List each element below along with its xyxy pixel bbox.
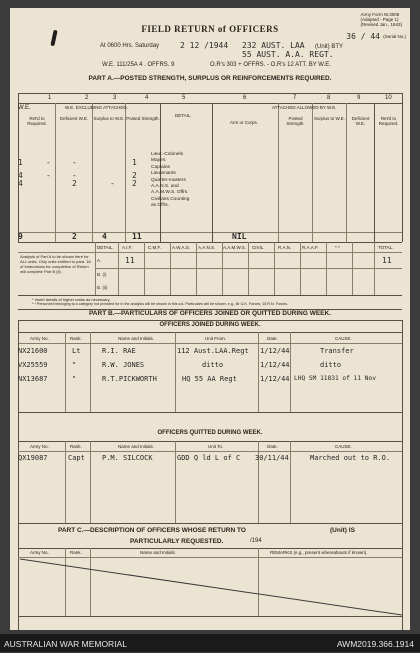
quitted-1-cause: Marched out to R.O. xyxy=(310,454,391,462)
row-capt-c4: 2 xyxy=(132,171,137,180)
joined-2-unit: ditto xyxy=(202,361,224,369)
quitted-head-cause: CAUSE. xyxy=(335,444,352,449)
joined-1-armyno: NX21600 xyxy=(18,347,48,355)
form-title: FIELD RETURN of OFFICERS xyxy=(141,24,279,34)
part-c-year: /194 xyxy=(250,538,262,544)
head-deficient-left: Deficient W.E. xyxy=(59,116,89,121)
row-lt-c2: 2 xyxy=(72,179,77,188)
an-total-value: 11 xyxy=(382,256,392,265)
at-hours-line: At 0600 Hrs. Saturday xyxy=(100,43,160,49)
unit-name-1: 232 AUST. LAA xyxy=(242,41,305,50)
col-num-3: 3 xyxy=(113,95,117,101)
form-reference: Army Form W.3008 (Adapted - Page 1) (Revised Jan., 1943) xyxy=(360,12,402,27)
total-c1: 9 xyxy=(18,232,23,241)
row-capt-c1: 4 xyxy=(18,171,23,180)
head-retd-right: Ret'd to Required. xyxy=(378,116,399,126)
col-num-10: 10 xyxy=(385,95,392,101)
joined-1-name: R.I. RAE xyxy=(102,347,136,355)
quitted-1-date: 30/11/44 xyxy=(255,454,289,462)
total-attached-nil: NIL xyxy=(232,232,247,241)
part-a-title: PART A.—POSTED STRENGTH, SURPLUS OR REINFORCEMENTS REQUIRED. xyxy=(88,75,332,82)
an-head-raaf: R.A.A.F. xyxy=(302,245,319,250)
joined-title: OFFICERS JOINED DURING WEEK. xyxy=(159,322,261,328)
partc-head-remarks: REMARKS (e.g., present whereabouts if known). xyxy=(270,550,368,555)
joined-2-armyno: VX25559 xyxy=(18,361,48,369)
analysis-note: Analysis of Part A to be shown here for ALL units. Only units entitled to para. 16 of Instructions for completion of Return will complete Part B (ii). xyxy=(20,254,91,274)
quitted-head-name: Name and Initials. xyxy=(118,444,155,449)
joined-2-date: 1/12/44 xyxy=(260,361,290,369)
return-date: 2 12 /1944 xyxy=(180,41,229,50)
an-row-a: A. xyxy=(97,258,102,263)
an-head-detail: DETAIL. xyxy=(97,245,114,250)
field-return-form xyxy=(10,8,410,630)
joined-1-rank: Lt xyxy=(72,347,81,355)
joined-head-unit: Unit From. xyxy=(205,336,227,341)
an-row-bii: B. (ii) xyxy=(97,285,108,290)
unit-suffix: (Unit) BTY xyxy=(315,44,344,50)
quitted-title: OFFICERS QUITTED DURING WEEK. xyxy=(157,430,263,436)
row-capt-c3: - xyxy=(72,171,77,180)
joined-head-cause: CAUSE. xyxy=(335,336,352,341)
col-num-7: 7 xyxy=(293,95,297,101)
quitted-1-armyno: QX19087 xyxy=(18,454,48,462)
total-c3: 4 xyxy=(102,232,107,241)
left-group-label: W.E. EXCLUDING ATTACHED. xyxy=(65,105,128,110)
joined-3-rank: " xyxy=(72,375,77,383)
total-c4: 11 xyxy=(132,232,142,241)
unit-name-2: 55 AUST. A.A. REGT. xyxy=(242,50,334,59)
row-lt-c3: - xyxy=(110,179,115,188)
col-num-4: 4 xyxy=(145,95,149,101)
row-lt-c1: 4 xyxy=(18,179,23,188)
partc-head-name: Name and Initials. xyxy=(140,550,177,555)
col-num-6: 6 xyxy=(243,95,247,101)
row-ltcol-c4: 1 xyxy=(132,158,137,167)
quitted-head-unit: Unit To. xyxy=(208,444,224,449)
col-num-1: 1 xyxy=(48,95,52,101)
part-c-title: PART C.—DESCRIPTION OF OFFICERS WHOSE RETURN TO xyxy=(58,527,246,534)
head-retd-left: Ret'd to Required. xyxy=(27,116,47,126)
joined-3-date: 1/12/44 xyxy=(260,375,290,383)
joined-1-cause: Transfer xyxy=(320,347,354,355)
joined-head-rank: Rank. xyxy=(70,336,82,341)
row-lt-c4: 2 xyxy=(132,179,137,188)
total-c2: 2 xyxy=(72,232,77,241)
an-head-awas: A.W.A.S. xyxy=(172,245,191,250)
quitted-head-armyno: Army No. xyxy=(30,444,49,449)
archive-name: AUSTRALIAN WAR MEMORIAL xyxy=(4,639,127,649)
row-ltcol-c1: 1 xyxy=(18,158,23,167)
joined-1-unit: 112 Aust.LAA.Regt xyxy=(177,347,249,355)
head-detail: DETAIL. xyxy=(175,113,192,118)
an-head-civil: CIVIL. xyxy=(252,245,265,250)
head-surplus-right: Surplus to W.E. xyxy=(313,116,345,121)
an-head-aamws: A.A.M.W.S. xyxy=(223,245,247,250)
footnote-1: * Insert details of higher ranks as necessary. xyxy=(32,297,111,302)
head-posted-right: Posted Strength. xyxy=(286,116,305,126)
joined-2-rank: " xyxy=(72,361,77,369)
right-group-label: ATTACHED ALLOWED BY W.E. xyxy=(272,105,337,110)
detail-rank-list: Lieut.-Colonels Majors Captains Lieutenants Quarter-masters A.A.N.S. and A.A.M.W.S. Offrs. Civilians Counting as Offrs. xyxy=(151,152,190,209)
col-num-8: 8 xyxy=(327,95,331,101)
row-capt-c2: - xyxy=(46,171,51,180)
row-ltcol-c2: - xyxy=(46,158,51,167)
joined-head-date: Date. xyxy=(267,336,278,341)
part-b-title: PART B.—PARTICULARS OF OFFICERS JOINED OR QUITTED DURING WEEK. xyxy=(88,310,332,317)
col-num-2: 2 xyxy=(85,95,89,101)
archive-caption-bar xyxy=(0,634,420,652)
head-deficient-right: Deficient W.E. xyxy=(351,116,370,126)
quitted-1-unit: GDD Q ld L of C xyxy=(177,454,241,462)
an-row-bi: B. (i) xyxy=(97,272,107,277)
joined-3-unit: HQ 55 AA Regt xyxy=(182,375,237,383)
col-num-9: 9 xyxy=(357,95,361,101)
joined-2-name: R.W. JONES xyxy=(102,361,145,369)
quitted-head-date: Date. xyxy=(267,444,278,449)
an-head-aif: A.I.F. xyxy=(122,245,133,250)
part-c-requested: PARTICULARLY REQUESTED. xyxy=(130,538,224,545)
partc-head-armyno: Army No. xyxy=(30,550,49,555)
serial-number: 36 / 44 xyxy=(346,32,380,41)
head-arm-corps: Arm or Corps. xyxy=(230,120,259,125)
serial-label: (Serial No.) xyxy=(383,34,406,39)
strike-through-line xyxy=(18,557,402,617)
joined-3-name: R.T.PICKWORTH xyxy=(102,375,157,383)
ors-line: O.R's 303 + OFFRS. - O.R's 12 ATT. BY W.E. xyxy=(210,62,331,68)
head-posted-left: Posted Strength. xyxy=(126,116,160,121)
col-num-5: 5 xyxy=(182,95,186,101)
an-head-aans: A.A.N.S. xyxy=(198,245,216,250)
an-aif-value: 11 xyxy=(125,256,135,265)
part-c-unit-is: (Unit) IS xyxy=(330,527,355,534)
partc-head-rank: Rank. xyxy=(70,550,82,555)
an-head-total: TOTAL. xyxy=(378,245,394,250)
footnote-2: * * Personnel belonging to a category not provided for in the analysis will be shown in this col. Particulars will be shown, e.g., Br U.K. Forces; 16 R.N. Forces. xyxy=(32,302,288,306)
joined-head-armyno: Army No. xyxy=(30,336,49,341)
an-head-ran: R.A.N. xyxy=(278,245,292,250)
an-head-other: * * xyxy=(335,245,340,250)
joined-3-armyno: NX13687 xyxy=(18,375,48,383)
quitted-1-name: P.M. SILCOCK xyxy=(102,454,153,462)
head-surplus-left: Surplus to W.E. xyxy=(93,116,125,121)
joined-1-date: 1/12/44 xyxy=(260,347,290,355)
joined-head-name: Name and Initials. xyxy=(118,336,155,341)
joined-2-cause: ditto xyxy=(320,361,342,369)
an-head-cmf: C.M.F. xyxy=(148,245,161,250)
quitted-head-rank: Rank. xyxy=(70,444,82,449)
we-label: W.E. xyxy=(18,105,31,111)
joined-3-cause: LHQ SM 11831 of 11 Nov xyxy=(294,375,376,382)
archive-reference: AWM2019.366.1914 xyxy=(336,639,414,649)
quitted-1-rank: Capt xyxy=(68,454,85,462)
we-line: W.E. 111/25A 4 . OFFRS. 9 xyxy=(102,62,175,68)
row-ltcol-c3: - xyxy=(72,158,77,167)
